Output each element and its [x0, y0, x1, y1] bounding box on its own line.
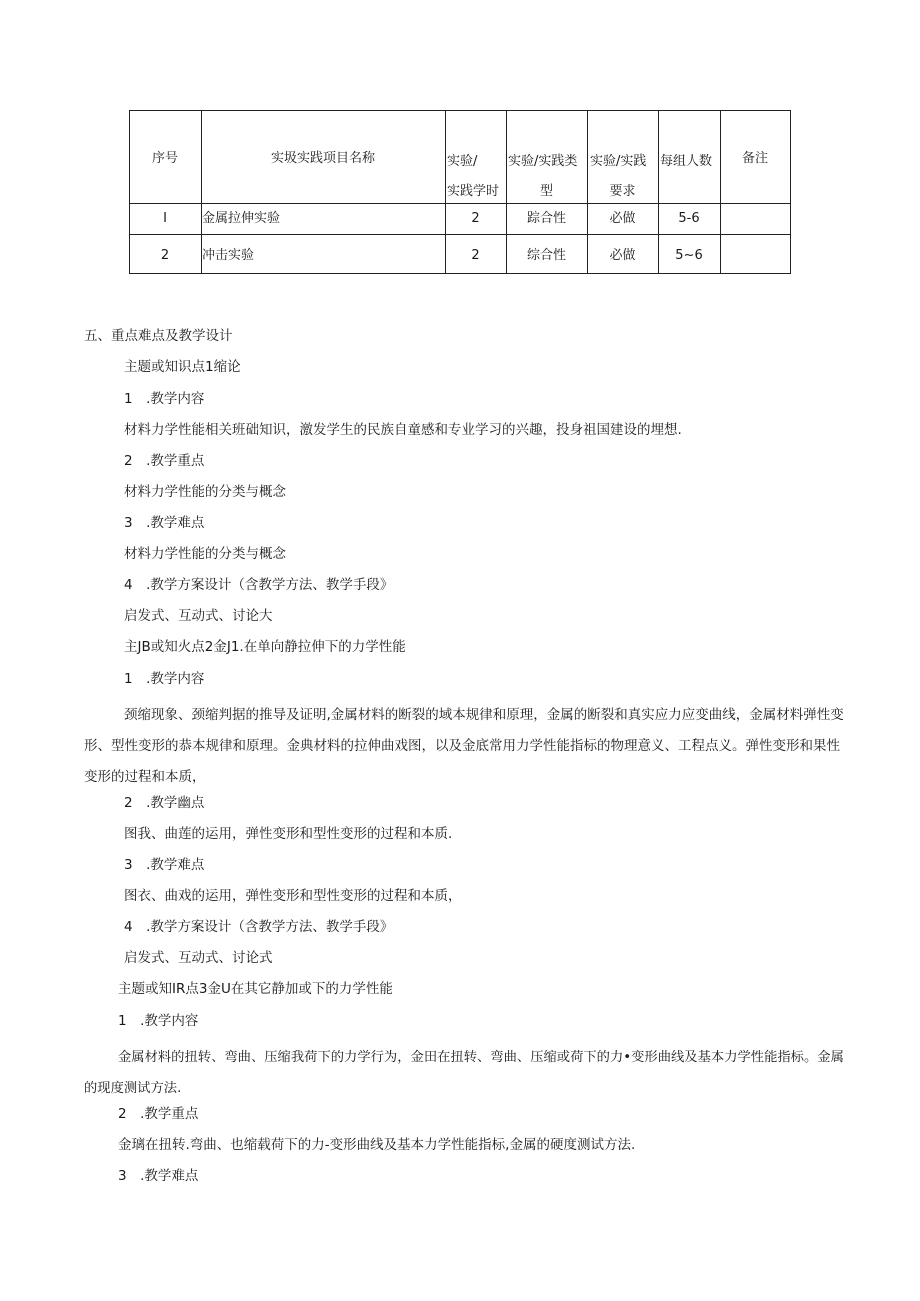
row1-people: 5-6 [678, 211, 700, 226]
table-border-bottom [129, 273, 791, 274]
row2-hours: 2 [471, 248, 480, 263]
header-note: 备注 [741, 151, 768, 166]
subheading: 4 .教学方案设计（含教学方法、教学手段》 [124, 919, 394, 935]
paragraph: 材料力学性能的分类与概念 [124, 546, 286, 562]
row2-name: 冲击实验 [202, 248, 255, 263]
paragraph: 启发式、互动式、讨论式 [124, 950, 273, 966]
table-row-divider [129, 234, 791, 235]
subheading: 2 .教学重点 [124, 453, 205, 469]
topic-title: 主JB或知火点2金J1.在单向静拉伸下的力学性能 [124, 639, 406, 655]
paragraph: 金属材料的扭转、弯曲、压缩我荷下的力学行为，金田在扭转、弯曲、压缩或荷下的力•变形曲线及基本力学性能指标。金属的现度测试方法. [84, 1050, 844, 1096]
paragraph: 材料力学性能相关班础知识，激发学生的民族自童感和专业学习的兴趣，投身祖国建设的埋想. [124, 422, 682, 438]
experiment-table [129, 110, 791, 274]
header-no: 序号 [151, 151, 178, 166]
paragraph: 材料力学性能的分类与概念 [124, 484, 286, 500]
subheading: 2 .教学重点 [118, 1106, 199, 1122]
table-border-top [129, 110, 791, 111]
table-border-right [790, 110, 791, 274]
header-hours-line2: 实践学时 [447, 184, 500, 199]
header-project-name: 实圾实践项目名称 [270, 151, 375, 166]
row1-type: 踪合性 [526, 211, 566, 226]
paragraph: 颈缩现象、颈缩判据的推导及证明,金属材料的断裂的域本规律和原理，金属的断裂和真实应力应变曲线，金属材料弹性变形、型性变形的恭本规律和原理。金典材料的拉伸曲戏图，以及金底常用力学性能指标的物理意义、工程点义。弹性变形和果性变形的过程和本质， [84, 707, 844, 785]
header-type-line2: 型 [539, 184, 553, 199]
header-hours-line1: 实验/ [447, 154, 478, 169]
subheading: 1 .教学内容 [124, 671, 205, 687]
row2-people: 5~6 [675, 248, 703, 263]
row1-req: 必做 [609, 211, 636, 226]
paragraph: 图衣、曲戏的运用，弹性变形和型性变形的过程和本质， [124, 888, 462, 904]
subheading: 1 .教学内容 [124, 391, 205, 407]
row2-req: 必做 [609, 248, 636, 263]
row1-hours: 2 [471, 211, 480, 226]
header-type-line1: 实验/实践类 [508, 154, 578, 169]
row1-name: 金属拉伸实验 [202, 211, 281, 226]
table-col-divider [720, 110, 721, 274]
row2-no: 2 [160, 248, 170, 263]
topic-title: 主题或知IR点3金U在其它静加或下的力学性能 [118, 981, 393, 997]
table-header-divider [129, 203, 791, 204]
subheading: 3 .教学难点 [124, 857, 205, 873]
paragraph: 启发式、互动式、讨论大 [124, 608, 273, 624]
subheading: 3 .教学难点 [118, 1168, 199, 1184]
row2-type: 综合性 [526, 248, 566, 263]
header-req-line1: 实验/实践 [590, 154, 647, 169]
subheading: 2 .教学幽点 [124, 795, 205, 811]
topic-title: 主题或知识点1缩论 [124, 359, 241, 375]
row1-no: I [163, 211, 167, 226]
subheading: 4 .教学方案设计（含教学方法、教学手段》 [124, 577, 394, 593]
subheading: 1 .教学内容 [118, 1013, 199, 1029]
header-req-line2: 要求 [609, 184, 636, 199]
header-people: 每组人数 [660, 154, 713, 169]
subheading: 3 .教学难点 [124, 515, 205, 531]
section-heading: 五、重点难点及教学设计 [84, 328, 233, 344]
paragraph: 图我、曲莲的运用，弹性变形和型性变形的过程和本质. [124, 826, 453, 842]
paragraph: 金璃在扭转.弯曲、也缩载荷下的力-变形曲线及基本力学性能指标,金属的硬度测试方法. [118, 1137, 636, 1153]
